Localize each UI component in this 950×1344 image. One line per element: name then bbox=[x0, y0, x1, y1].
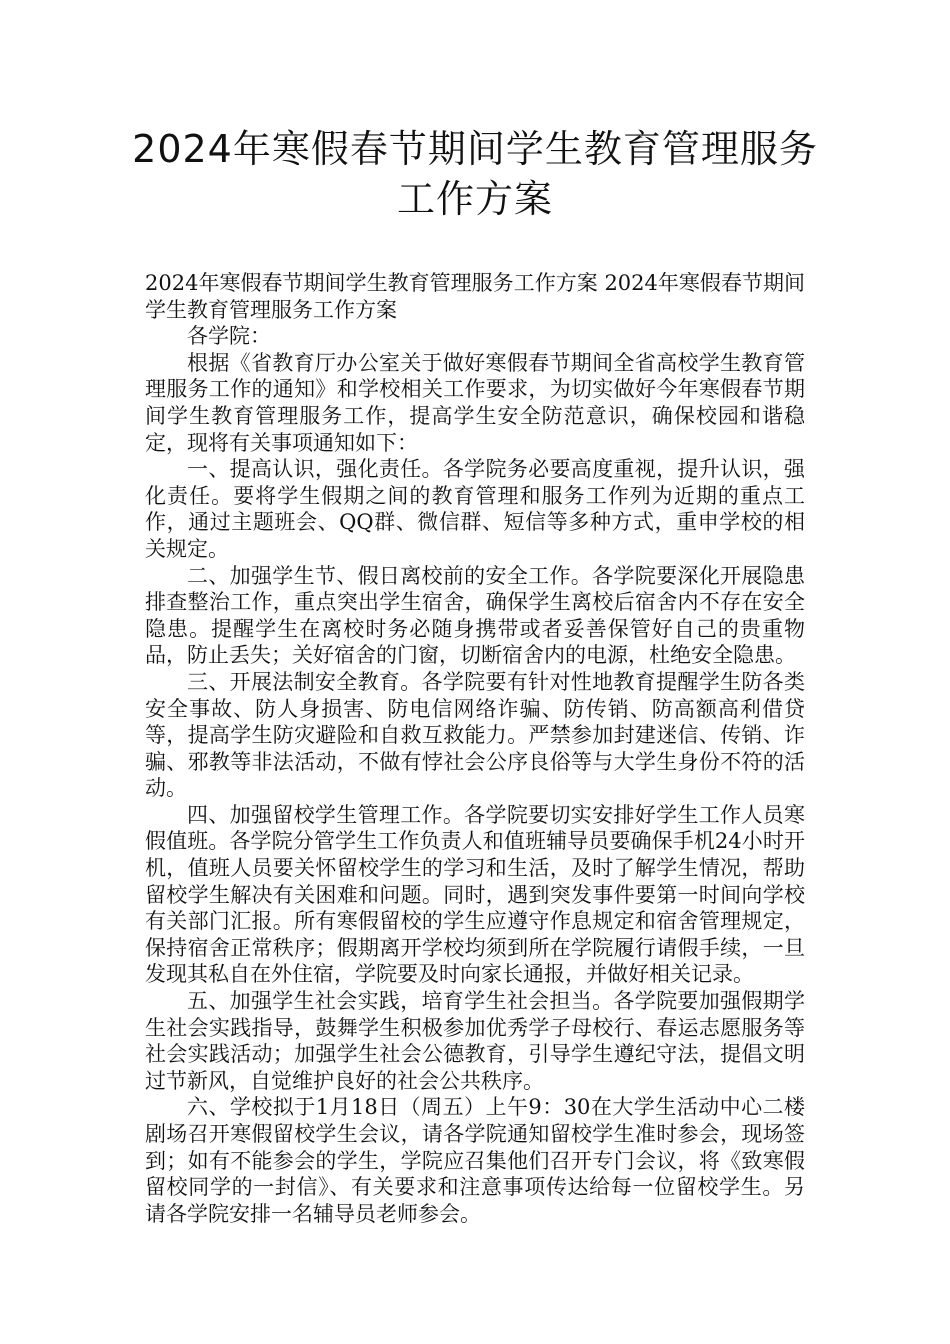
paragraph-intro: 根据《省教育厅办公室关于做好寒假春节期间全省高校学生教育管理服务工作的通知》和学校相关工作要求，为切实做好今年寒假春节期间学生教育管理服务工作，提高学生安全防范意识，确保校园和谐稳定，现将有关事项通知如下： bbox=[145, 350, 805, 455]
paragraph-section-6: 六、学校拟于1月18日（周五）上午9：30在大学生活动中心二楼剧场召开寒假留校学生会议，请各学院通知留校学生准时参会，现场签到；如有不能参会的学生，学院应召集他们召开专门会议，将《致寒假留校同学的一封信》、有关要求和注意事项传达给每一位留校学生。另请各学院安排一名辅导员老师参会。 bbox=[145, 1095, 805, 1226]
paragraph-section-5: 五、加强学生社会实践，培育学生社会担当。各学院要加强假期学生社会实践指导，鼓舞学生积极参加优秀学子母校行、春运志愿服务等社会实践活动；加强学生社会公德教育，引导学生遵纪守法，提倡文明过节新风，自觉维护良好的社会公共秩序。 bbox=[145, 989, 805, 1093]
paragraph-section-1: 一、提高认识，强化责任。各学院务必要高度重视，提升认识，强化责任。要将学生假期之间的教育管理和服务工作列为近期的重点工作，通过主题班会、QQ群、微信群、短信等多种方式，重申学校的相关规定。 bbox=[145, 457, 805, 561]
document-title: 2024年寒假春节期间学生教育管理服务工作方案 bbox=[132, 127, 818, 221]
paragraph-section-2: 二、加强学生节、假日离校前的安全工作。各学院要深化开展隐患排查整治工作，重点突出学生宿舍，确保学生离校后宿舍内不存在安全隐患。提醒学生在离校时务必随身携带或者妥善保管好自己的贵重物品，防止丢失；关好宿舍的门窗，切断宿舍内的电源，杜绝安全隐患。 bbox=[145, 563, 805, 668]
salutation: 各学院： bbox=[187, 324, 271, 349]
paragraph-section-4: 四、加强留校学生管理工作。各学院要切实安排好学生工作人员寒假值班。各学院分管学生工作负责人和值班辅导员要确保手机24小时开机，值班人员要关怀留校学生的学习和生活，及时了解学生情况，帮助留校学生解决有关困难和问题。同时，遇到突发事件要第一时间向学校有关部门汇报。所有寒假留校的学生应遵守作息规定和宿舍管理规定，保持宿舍正常秩序；假期离开学校均须到所在学院履行请假手续，一旦发现其私自在外住宿，学院要及时向家长通报，并做好相关记录。 bbox=[145, 802, 805, 987]
document-header-line: 2024年寒假春节期间学生教育管理服务工作方案 2024年寒假春节期间学生教育管理服务工作方案 bbox=[145, 271, 805, 322]
paragraph-section-3: 三、开展法制安全教育。各学院要有针对性地教育提醒学生防各类安全事故、防人身损害、防电信网络诈骗、防传销、防高额高利借贷等，提高学生防灾避险和自救互救能力。严禁参加封建迷信、传销、诈骗、邪教等非法活动，不做有悖社会公序良俗等与大学生身份不符的活动。 bbox=[145, 669, 805, 801]
document-body bbox=[145, 270, 805, 1227]
